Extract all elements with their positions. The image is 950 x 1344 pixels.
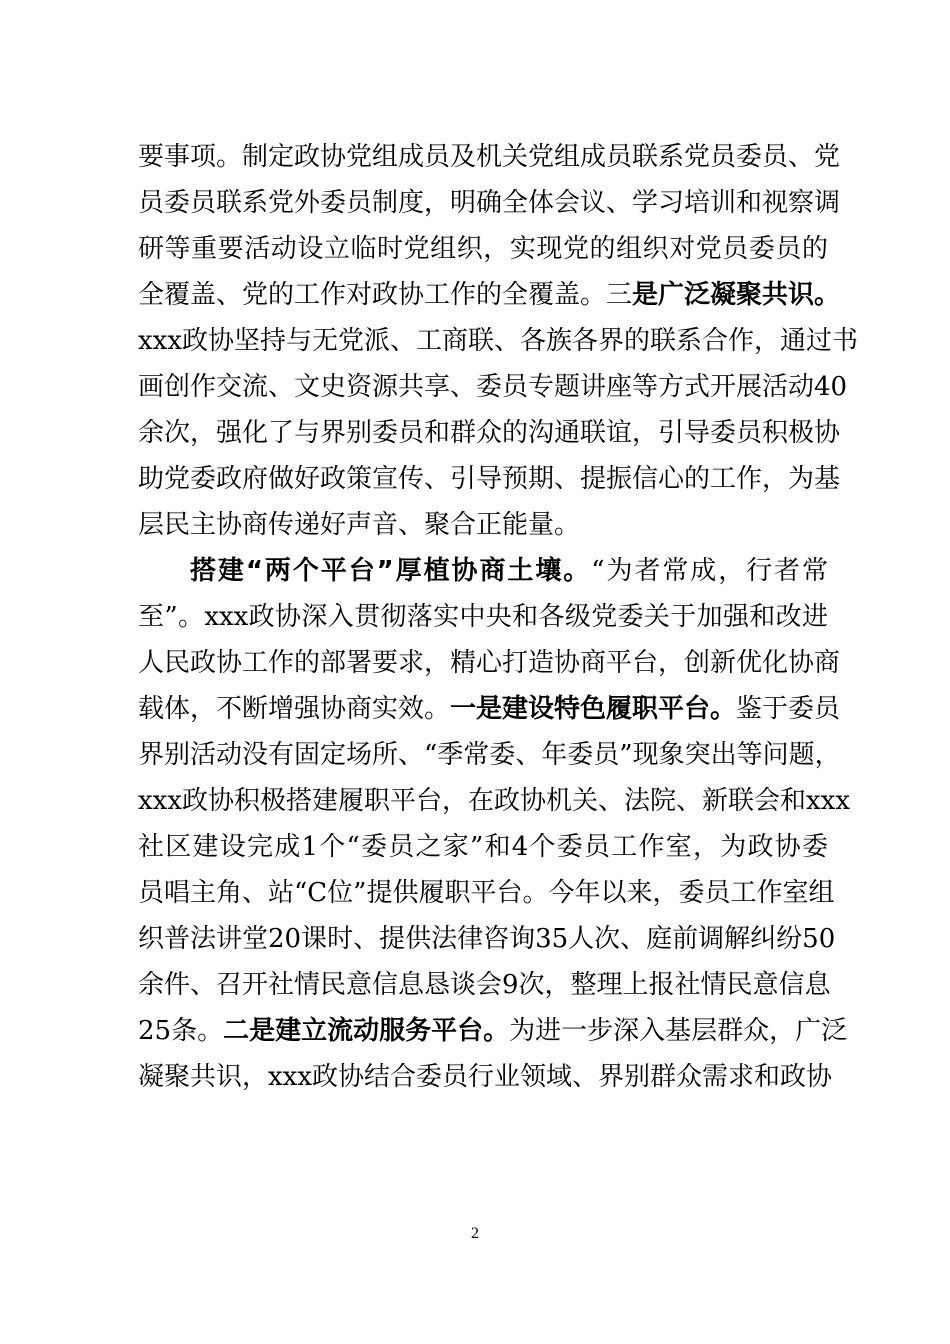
text-line: 人民政协工作的部署要求，精心打造协商平台，创新优化协商 [138, 648, 841, 678]
bold-heading: 是广泛凝聚共识。 [632, 280, 841, 310]
text-line: 织普法讲堂20课时、提供法律咨询35人次、庭前调解纠纷50 [138, 924, 836, 954]
text-run: “为者常成，行者常 [591, 556, 828, 586]
text-line: xxx政协坚持与无党派、工商联、各族各界的联系合作，通过书 [138, 326, 858, 356]
page-number: 2 [471, 1225, 479, 1242]
text-line: 画创作交流、文史资源共享、委员专题讲座等方式开展活动40 [138, 372, 848, 402]
text-line: 要事项。制定政协党组成员及机关党组成员联系党员委员、党 [138, 142, 841, 172]
text-run: 为进一步深入基层群众，广泛 [509, 1016, 848, 1046]
text-line [138, 275, 841, 315]
text-line: 员唱主角、站“C位”提供履职平台。今年以来，委员工作室组 [138, 878, 835, 908]
text-line: 界别活动没有固定场所、“季常委、年委员”现象突出等问题， [138, 740, 841, 770]
text-line: 研等重要活动设立临时党组织，实现党的组织对党员委员的 [138, 234, 828, 264]
bold-heading: 一是建设特色履职平台。 [450, 694, 737, 724]
text-line: 社区建设完成1个“委员之家”和4个委员工作室，为政协委 [138, 832, 828, 862]
section-heading-line [190, 551, 828, 591]
text-line: 助党委政府做好政策宣传、引导预期、提振信心的工作，为基 [138, 464, 841, 494]
text-line: 余次，强化了与界别委员和群众的沟通联谊，引导委员积极协 [138, 418, 841, 448]
text-line: 至”。xxx政协深入贯彻落实中央和各级党委关于加强和改进 [138, 602, 828, 632]
text-line: 余件、召开社情民意信息恳谈会9次，整理上报社情民意信息 [138, 970, 831, 1000]
text-run: 载体，不断增强协商实效。 [138, 694, 451, 724]
text-run: 全覆盖、党的工作对政协工作的全覆盖。三 [138, 280, 633, 310]
text-run: 鉴于委员 [736, 694, 841, 724]
text-run: 25条。 [138, 1016, 224, 1046]
text-line: xxx政协积极搭建履职平台，在政协机关、法院、新联会和xxx [138, 786, 850, 816]
text-line: 员委员联系党外委员制度，明确全体会议、学习培训和视察调 [138, 188, 841, 218]
bold-heading: 二是建立流动服务平台。 [223, 1016, 510, 1046]
text-line: 凝聚共识，xxx政协结合委员行业领域、界别群众需求和政协 [138, 1062, 832, 1092]
text-line [138, 1011, 848, 1051]
text-line [138, 689, 841, 729]
text-line: 层民主协商传递好声音、聚合正能量。 [138, 510, 581, 540]
section-heading: 搭建“两个平台”厚植协商土壤。 [190, 556, 592, 586]
